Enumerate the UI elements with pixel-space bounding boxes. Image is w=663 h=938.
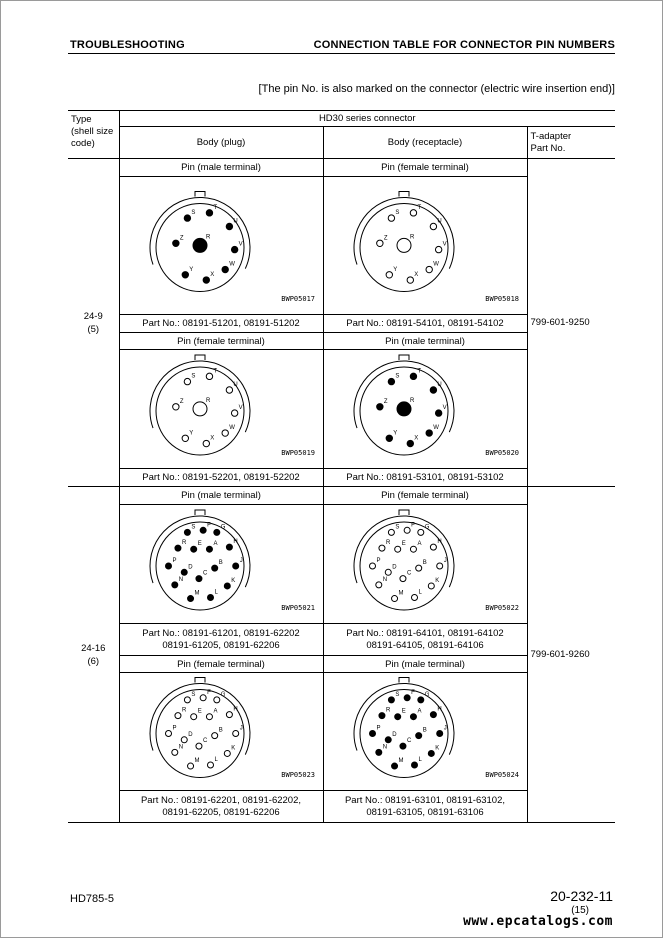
pin-label: R <box>385 540 390 547</box>
pin-label: K <box>434 745 439 752</box>
pin-label: E <box>401 708 406 715</box>
pin-label: M <box>398 758 404 765</box>
part-number-line: Part No.: 08191-62201, 08191-62202, <box>140 794 302 806</box>
part-number <box>119 624 323 656</box>
pin-n-icon <box>375 749 381 755</box>
figure-code: BWP05023 <box>280 771 315 779</box>
pin-c-icon <box>399 576 405 582</box>
pin-k-icon <box>428 750 434 756</box>
pin-label: Z <box>383 398 388 405</box>
part-number-line: 08191-64105, 08191-64106 <box>366 639 484 651</box>
t-adapter-part: 799-601-9260 <box>527 487 615 823</box>
connector-table <box>68 110 615 823</box>
pin-label: A <box>212 708 217 715</box>
pin-b-icon <box>211 565 217 571</box>
type-cell <box>68 159 119 487</box>
pin-s-icon <box>388 378 394 384</box>
pin-u-icon <box>430 223 436 229</box>
header-rule <box>68 53 615 54</box>
part-number: Part No.: 08191-52201, 08191-52202 <box>119 469 323 487</box>
pin-r-icon <box>193 402 207 416</box>
type-code: (6) <box>87 655 100 667</box>
connector-diagram-cell <box>323 177 527 315</box>
pin-x-icon <box>407 277 413 283</box>
pin-label: A <box>212 541 217 548</box>
pin-a-icon <box>410 546 416 552</box>
part-number-line: Part No.: 08191-61201, 08191-62202 <box>142 627 300 639</box>
connector-diagram-cell <box>323 350 527 469</box>
pin-label: C <box>406 738 411 745</box>
pin-w-icon <box>222 266 228 272</box>
pin-label: W <box>228 261 235 268</box>
pin-d-icon <box>385 569 391 575</box>
pin-s-icon <box>184 215 190 221</box>
pin-s-icon <box>388 697 394 703</box>
pin-label: V <box>238 405 243 412</box>
pin-e-icon <box>190 546 196 552</box>
pin-label: Y <box>392 266 397 273</box>
pin-v-icon <box>231 246 237 252</box>
pin-f-icon <box>200 695 206 701</box>
pin-label: X <box>413 272 418 279</box>
series-header: HD30 series connector <box>119 111 615 127</box>
pin-m-icon <box>187 763 193 769</box>
figure-code: BWP05024 <box>484 771 519 779</box>
pin-label: L <box>214 589 218 596</box>
pin-label: Y <box>392 430 397 437</box>
pin-v-icon <box>435 246 441 252</box>
connector-key-tab <box>399 678 409 683</box>
pin-label: R <box>409 234 414 241</box>
pin-label: X <box>209 435 214 442</box>
part-number: Part No.: 08191-54101, 08191-54102 <box>323 315 527 333</box>
terminal-label: Pin (male terminal) <box>323 656 527 673</box>
pin-x-icon <box>203 277 209 283</box>
pin-c-icon <box>195 576 201 582</box>
figure-code: BWP05017 <box>280 295 315 303</box>
pin-label: T <box>416 368 421 375</box>
pin-label: S <box>394 691 399 698</box>
pin-z-icon <box>172 240 178 246</box>
pin-z-icon <box>376 404 382 410</box>
part-number: Part No.: 08191-51201, 08191-51202 <box>119 315 323 333</box>
pin-u-icon <box>226 387 232 393</box>
pin-r-icon <box>397 238 411 252</box>
pin-label: G <box>220 524 225 531</box>
pin-s-icon <box>184 529 190 535</box>
pin-label: U <box>436 382 442 388</box>
pin-h-icon <box>430 712 436 718</box>
pin-label: U <box>232 382 238 388</box>
pin-l-icon <box>207 762 213 768</box>
pin-g-icon <box>417 529 423 535</box>
pin-label: U <box>232 218 238 225</box>
pin-label: E <box>197 541 202 548</box>
pin-t-icon <box>410 373 416 379</box>
pin-label: Z <box>179 235 184 242</box>
pin-y-icon <box>182 272 188 278</box>
pin-label: U <box>436 218 442 225</box>
pin-label: K <box>230 577 235 584</box>
connector-diagram-cell <box>119 673 323 791</box>
type-cell <box>68 487 119 823</box>
header-page-title: CONNECTION TABLE FOR CONNECTOR PIN NUMBERS <box>313 39 615 51</box>
connector-diagram-cell <box>119 350 323 469</box>
pin-label: S <box>190 524 195 531</box>
pin-label: D <box>391 564 397 571</box>
pin-label: T <box>212 204 217 211</box>
part-number-line: 08191-63105, 08191-63106 <box>366 806 484 818</box>
pin-r-icon <box>193 238 207 252</box>
pin-l-icon <box>411 595 417 601</box>
connector-key-tab <box>195 355 205 360</box>
pin-n-icon <box>171 582 177 588</box>
pin-b-icon <box>415 565 421 571</box>
connector-9pin-diagram <box>120 350 323 468</box>
pin-label: P <box>376 725 381 732</box>
pin-label: R <box>205 234 210 241</box>
pin-e-icon <box>190 714 196 720</box>
pin-f-icon <box>200 527 206 533</box>
pin-b-icon <box>211 733 217 739</box>
connector-16pin-diagram <box>324 505 527 623</box>
pin-label: J <box>239 725 243 732</box>
pin-r-icon <box>174 713 180 719</box>
receptacle-header: Body (receptacle) <box>323 127 527 159</box>
pin-r-icon <box>378 545 384 551</box>
terminal-label: Pin (male terminal) <box>323 333 527 350</box>
header-section-title: TROUBLESHOOTING <box>70 39 185 51</box>
pin-label: D <box>187 564 193 571</box>
pin-c-icon <box>399 743 405 749</box>
pin-label: R <box>181 707 186 714</box>
connector-key-tab <box>195 510 205 515</box>
type-size: 24-16 <box>81 642 106 654</box>
t-adapter-header <box>527 127 615 159</box>
pin-label: S <box>190 210 195 217</box>
pin-s-icon <box>388 215 394 221</box>
pin-t-icon <box>206 210 212 216</box>
pin-label: L <box>418 589 422 596</box>
pin-a-icon <box>206 714 212 720</box>
terminal-label: Pin (male terminal) <box>119 487 323 505</box>
figure-code: BWP05020 <box>484 449 519 457</box>
pin-v-icon <box>435 410 441 416</box>
pin-w-icon <box>426 430 432 436</box>
pin-k-icon <box>428 583 434 589</box>
connector-key-tab <box>399 192 409 197</box>
pin-label: V <box>442 405 447 412</box>
pin-r-icon <box>397 402 411 416</box>
pin-label: L <box>214 757 218 763</box>
part-number-line: Part No.: 08191-63101, 08191-63102, <box>344 794 506 806</box>
pin-p-icon <box>165 563 171 569</box>
pin-label: A <box>416 708 421 715</box>
pin-label: H <box>436 539 442 546</box>
pin-label: B <box>422 727 427 734</box>
connector-diagram-cell <box>119 177 323 315</box>
pin-label: V <box>442 241 447 248</box>
part-number-line: 08191-61205, 08191-62206 <box>162 639 280 651</box>
pin-a-icon <box>410 714 416 720</box>
pin-label: N <box>382 576 387 583</box>
pin-d-icon <box>181 737 187 743</box>
connector-16pin-diagram <box>120 505 323 623</box>
pin-label: K <box>230 745 235 752</box>
type-header-line: code) <box>71 138 95 149</box>
terminal-label: Pin (male terminal) <box>119 159 323 177</box>
pin-w-icon <box>426 266 432 272</box>
pin-x-icon <box>407 440 413 446</box>
pin-label: R <box>385 707 390 714</box>
pin-f-icon <box>404 695 410 701</box>
pin-label: G <box>424 691 429 698</box>
pin-a-icon <box>206 546 212 552</box>
pin-label: Z <box>383 235 388 242</box>
pin-y-icon <box>386 272 392 278</box>
pin-label: X <box>209 272 214 279</box>
connector-diagram-cell <box>323 673 527 791</box>
t-adapter-part: 799-601-9250 <box>527 159 615 487</box>
connector-shell-arc <box>150 198 250 269</box>
pin-label: T <box>212 368 217 375</box>
connector-shell-arc <box>354 198 454 269</box>
page-sub-number: (15) <box>571 905 589 916</box>
terminal-label: Pin (female terminal) <box>119 656 323 673</box>
pin-label: E <box>401 541 406 548</box>
pin-h-icon <box>430 544 436 550</box>
pin-label: B <box>218 560 223 567</box>
pin-j-icon <box>436 731 442 737</box>
type-size: 24-9 <box>83 310 103 322</box>
part-number <box>323 624 527 656</box>
connector-key-tab <box>195 678 205 683</box>
connector-shell-arc <box>354 361 454 432</box>
figure-code: BWP05022 <box>484 604 519 612</box>
pin-label: S <box>190 373 195 380</box>
pin-r-icon <box>174 545 180 551</box>
pin-y-icon <box>182 435 188 441</box>
pin-label: F <box>206 689 211 696</box>
connector-9pin-diagram <box>324 350 527 468</box>
pin-label: X <box>413 435 418 442</box>
pin-h-icon <box>226 712 232 718</box>
pin-label: N <box>178 576 183 583</box>
pin-label: D <box>391 731 397 738</box>
part-number <box>323 791 527 823</box>
pin-label: W <box>432 425 439 432</box>
part-number: Part No.: 08191-53101, 08191-53102 <box>323 469 527 487</box>
pin-r-icon <box>378 713 384 719</box>
page-number: 20-232-11 <box>550 888 613 904</box>
pin-label: J <box>443 725 447 732</box>
pin-label: N <box>382 744 387 751</box>
pin-label: S <box>394 210 399 217</box>
pin-u-icon <box>226 223 232 229</box>
pin-label: P <box>376 558 381 564</box>
pin-label: Y <box>188 430 193 437</box>
pin-label: L <box>418 757 422 763</box>
pin-x-icon <box>203 440 209 446</box>
pin-label: J <box>239 558 243 564</box>
pin-m-icon <box>391 596 397 602</box>
pin-p-icon <box>369 563 375 569</box>
terminal-label: Pin (female terminal) <box>323 159 527 177</box>
pin-e-icon <box>394 546 400 552</box>
pin-label: C <box>202 570 207 577</box>
pin-label: F <box>410 689 415 696</box>
pin-label: N <box>178 744 183 751</box>
pin-label: A <box>416 541 421 548</box>
connector-shell-arc <box>150 361 250 432</box>
connector-key-tab <box>195 192 205 197</box>
t-adapter-header-line: Part No. <box>530 142 566 154</box>
pin-label: H <box>232 539 238 546</box>
type-header-line: (shell size <box>71 126 114 137</box>
pin-d-icon <box>181 569 187 575</box>
pin-label: T <box>416 204 421 211</box>
pin-t-icon <box>410 210 416 216</box>
pin-j-icon <box>232 731 238 737</box>
pin-s-icon <box>184 378 190 384</box>
pin-g-icon <box>213 529 219 535</box>
pin-label: M <box>398 590 404 597</box>
pin-w-icon <box>222 430 228 436</box>
type-header-line: Type <box>71 114 92 125</box>
t-adapter-header-line: T-adapter <box>530 130 572 142</box>
pin-label: D <box>187 731 193 738</box>
model-number: HD785-5 <box>70 893 115 905</box>
pin-label: C <box>406 570 411 577</box>
part-number-line: Part No.: 08191-64101, 08191-64102 <box>346 627 504 639</box>
pin-label: C <box>202 738 207 745</box>
pin-n-icon <box>375 582 381 588</box>
type-code: (5) <box>87 323 100 335</box>
pin-label: H <box>436 706 442 713</box>
pin-label: P <box>172 725 177 732</box>
pin-m-icon <box>391 763 397 769</box>
pin-label: S <box>394 373 399 380</box>
pin-c-icon <box>195 743 201 749</box>
connector-key-tab <box>399 510 409 515</box>
pin-label: R <box>205 397 210 404</box>
pin-label: F <box>410 522 415 529</box>
pin-label: Z <box>179 398 184 405</box>
pin-f-icon <box>404 527 410 533</box>
pin-g-icon <box>417 697 423 703</box>
pin-p-icon <box>369 731 375 737</box>
pin-l-icon <box>411 762 417 768</box>
connector-16pin-diagram <box>120 673 323 790</box>
pin-g-icon <box>213 697 219 703</box>
pin-label: H <box>232 706 238 713</box>
pin-s-icon <box>388 529 394 535</box>
part-number-line: 08191-62205, 08191-62206 <box>162 806 280 818</box>
pin-number-note: [The pin No. is also marked on the connector (electric wire insertion end)] <box>258 83 615 95</box>
pin-z-icon <box>172 404 178 410</box>
pin-p-icon <box>165 731 171 737</box>
pin-label: V <box>238 241 243 248</box>
pin-z-icon <box>376 240 382 246</box>
terminal-label: Pin (female terminal) <box>323 487 527 505</box>
pin-d-icon <box>385 737 391 743</box>
pin-label: E <box>197 708 202 715</box>
pin-l-icon <box>207 595 213 601</box>
figure-code: BWP05018 <box>484 295 519 303</box>
type-header <box>68 111 119 159</box>
pin-e-icon <box>394 714 400 720</box>
figure-code: BWP05019 <box>280 449 315 457</box>
pin-label: K <box>434 577 439 584</box>
pin-label: F <box>206 522 211 529</box>
connector-diagram-cell <box>119 505 323 624</box>
pin-m-icon <box>187 596 193 602</box>
pin-label: W <box>228 425 235 432</box>
pin-label: B <box>218 727 223 734</box>
connector-diagram-cell <box>323 505 527 624</box>
pin-label: M <box>194 590 200 597</box>
pin-label: M <box>194 758 200 765</box>
pin-label: W <box>432 261 439 268</box>
pin-label: Y <box>188 266 193 273</box>
pin-k-icon <box>224 750 230 756</box>
pin-label: B <box>422 560 427 567</box>
pin-y-icon <box>386 435 392 441</box>
pin-j-icon <box>436 563 442 569</box>
terminal-label: Pin (female terminal) <box>119 333 323 350</box>
connector-9pin-diagram <box>120 177 323 314</box>
pin-h-icon <box>226 544 232 550</box>
connector-key-tab <box>399 355 409 360</box>
pin-label: G <box>220 691 225 698</box>
pin-label: R <box>409 397 414 404</box>
figure-code: BWP05021 <box>280 604 315 612</box>
pin-u-icon <box>430 387 436 393</box>
pin-label: G <box>424 524 429 531</box>
pin-label: S <box>394 524 399 531</box>
pin-s-icon <box>184 697 190 703</box>
watermark: www.epcatalogs.com <box>463 914 613 929</box>
connector-16pin-diagram <box>324 673 527 790</box>
pin-v-icon <box>231 410 237 416</box>
pin-n-icon <box>171 749 177 755</box>
pin-j-icon <box>232 563 238 569</box>
pin-label: R <box>181 540 186 547</box>
pin-label: J <box>443 558 447 564</box>
plug-header: Body (plug) <box>119 127 323 159</box>
pin-t-icon <box>206 373 212 379</box>
pin-label: P <box>172 558 177 564</box>
pin-b-icon <box>415 733 421 739</box>
pin-label: S <box>190 691 195 698</box>
pin-k-icon <box>224 583 230 589</box>
connector-9pin-diagram <box>324 177 527 314</box>
part-number <box>119 791 323 823</box>
